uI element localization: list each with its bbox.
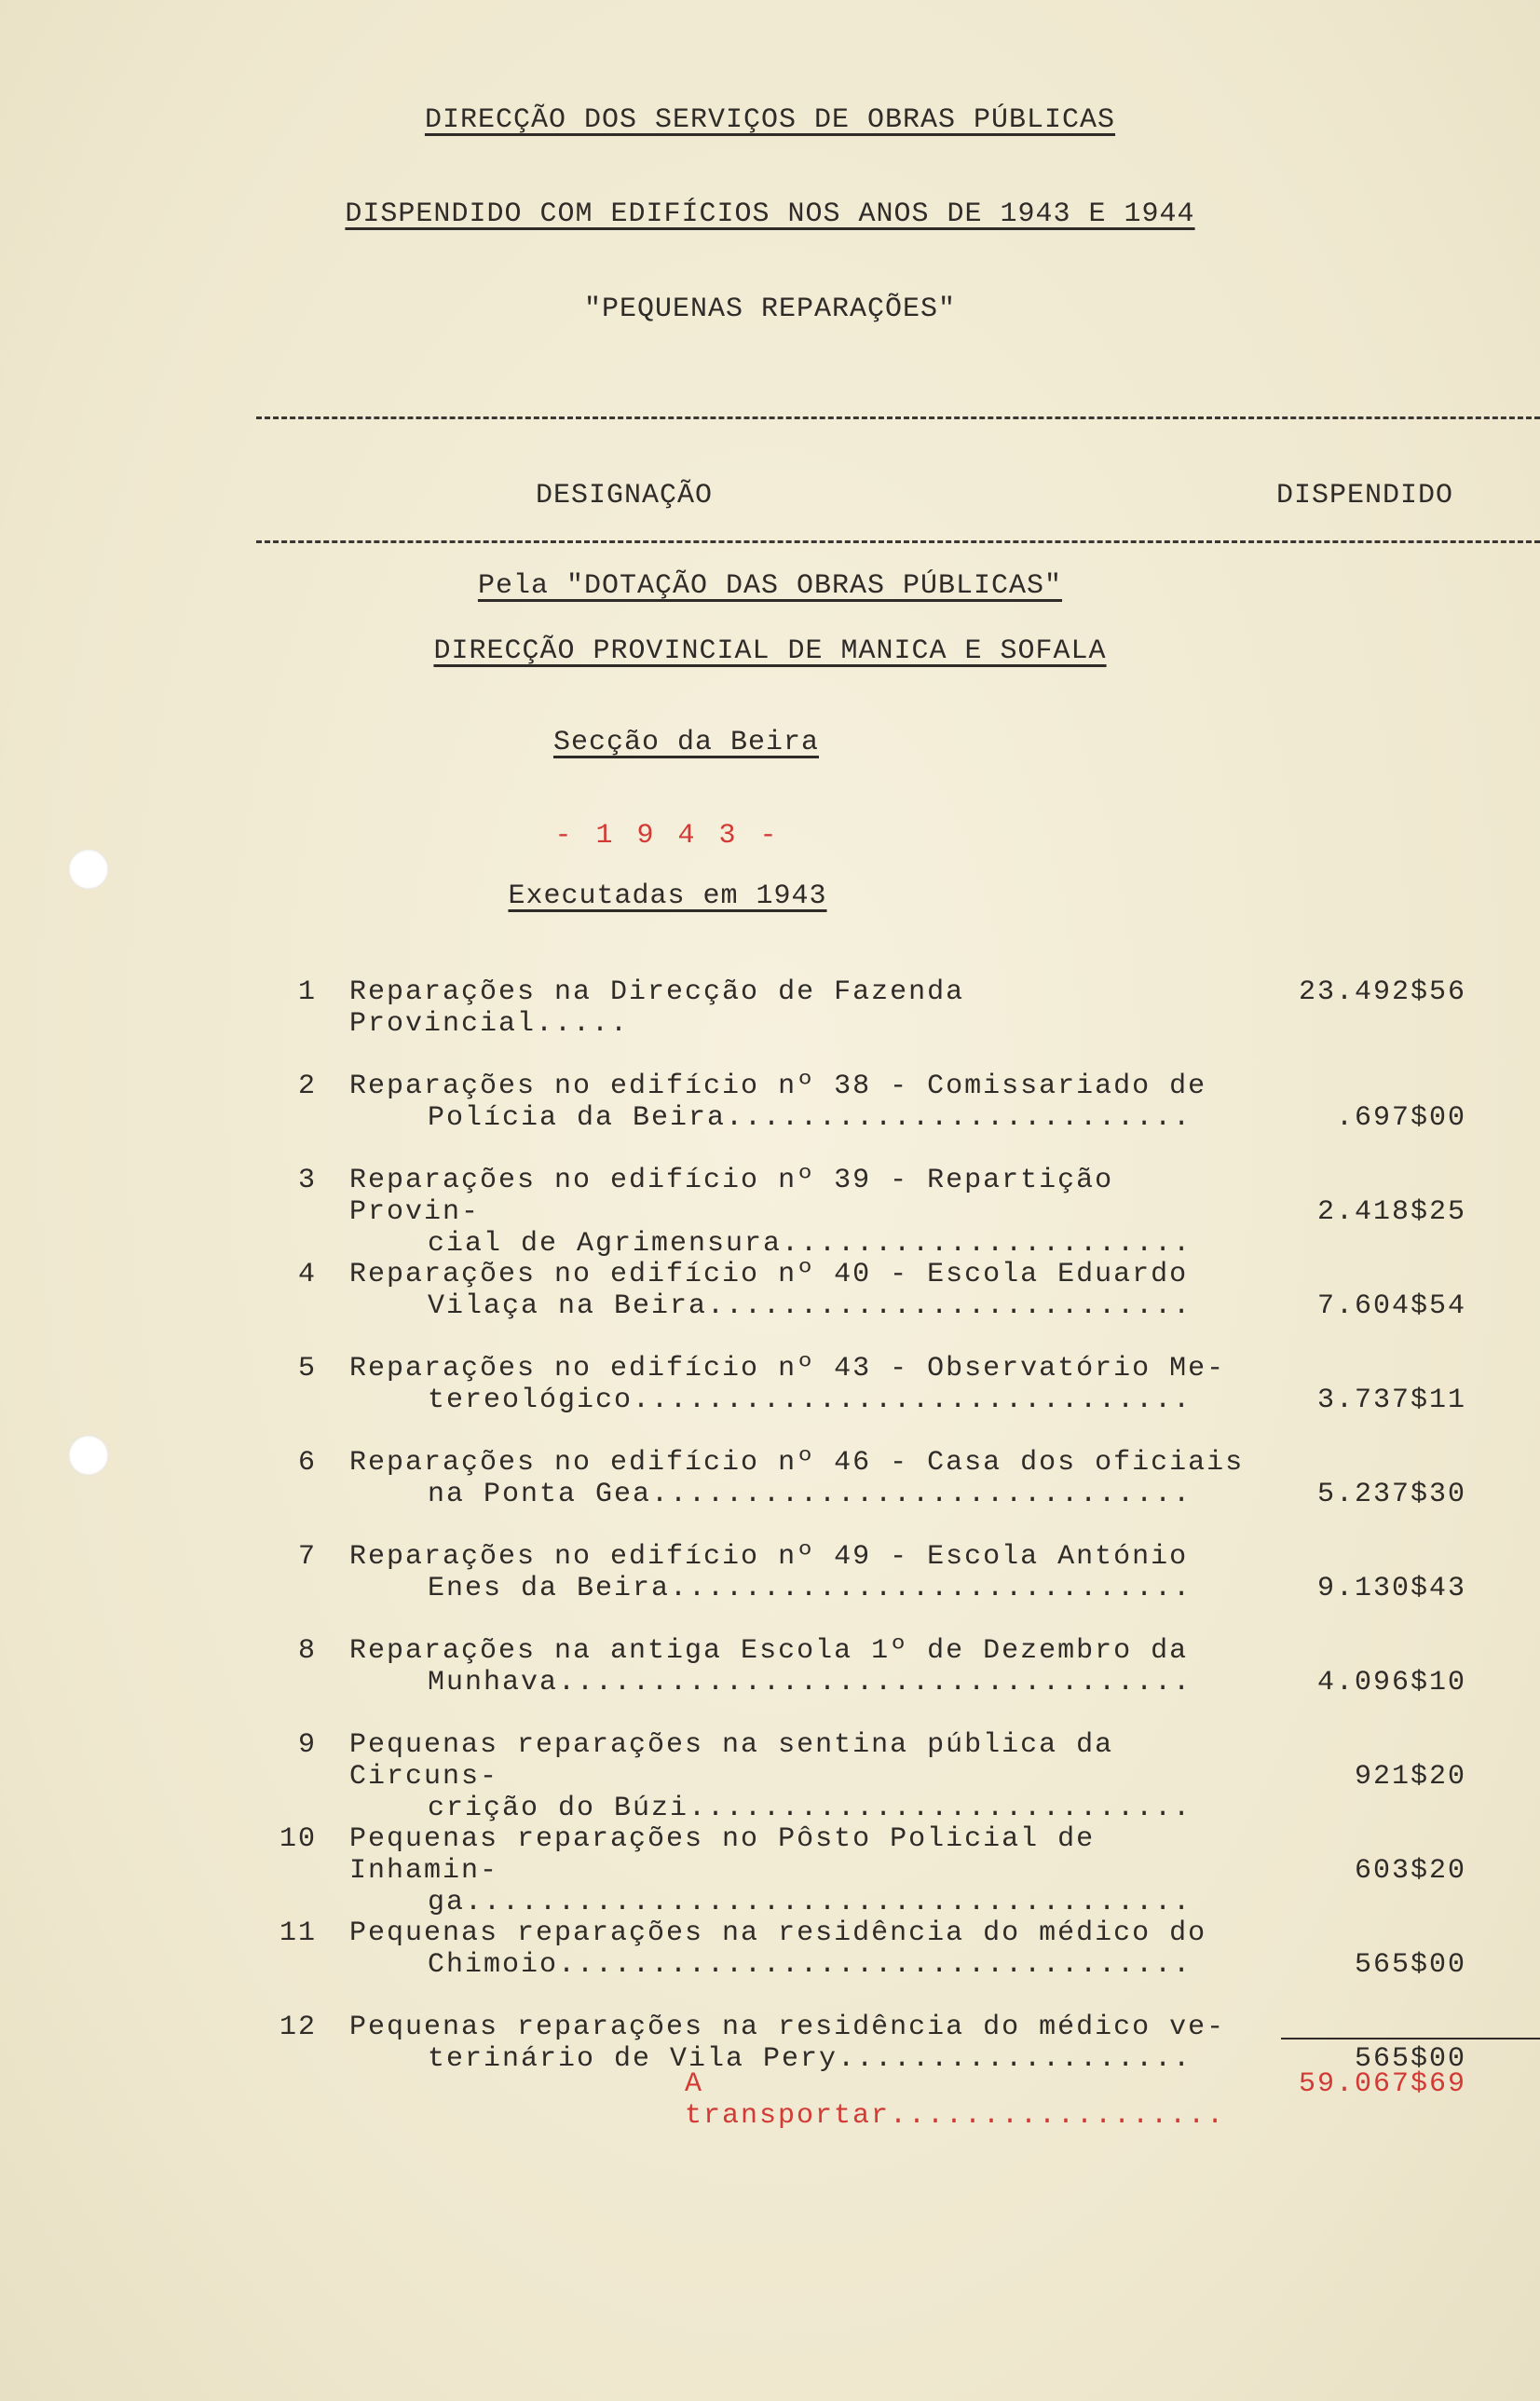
item-description-line2: na Ponta Gea............................. (428, 1479, 1192, 1510)
item-number: 12 (279, 2012, 318, 2043)
item-description (349, 1729, 1262, 1824)
item-description-line1: Reparações na antiga Escola 1º de Dezembro da (349, 1635, 1189, 1667)
directorate-heading: DIRECÇÃO PROVINCIAL DE MANICA E SOFALA (433, 635, 1107, 667)
item-amount: 7.604$54 (1316, 1290, 1466, 1322)
item-description-line1: Reparações na Direcção de Fazenda Provincial..... (349, 976, 965, 1040)
item-amount: 5.237$30 (1316, 1479, 1466, 1510)
item-description-line1: Reparações no edifício nº 40 - Escola Eduardo (349, 1259, 1189, 1290)
item-description-line2: tereológico.............................. (428, 1385, 1192, 1416)
item-description-line2: Polícia da Beira......................... (428, 1102, 1192, 1134)
item-number: 2 (297, 1071, 317, 1102)
item-description-line1: Pequenas reparações na residência do médico ve- (349, 2012, 1226, 2043)
item-number: 11 (279, 1917, 318, 1949)
item-description (349, 1635, 1262, 1698)
subtotal-rule (1281, 2038, 1540, 2039)
item-description-line2: terinário de Vila Pery................... (428, 2043, 1192, 2075)
item-number: 3 (297, 1165, 317, 1196)
item-description (349, 1917, 1262, 1981)
item-amount: 565$00 (1354, 1949, 1466, 1981)
item-amount: 4.096$10 (1316, 1667, 1466, 1698)
item-description-line1: Pequenas reparações no Pôsto Policial de Inhamin- (349, 1823, 1096, 1887)
item-number: 1 (297, 976, 317, 1008)
item-description-line1: Reparações no edifício nº 49 - Escola António (349, 1541, 1189, 1573)
item-amount: 9.130$43 (1316, 1573, 1466, 1604)
item-description (349, 1259, 1262, 1322)
item-number: 8 (297, 1635, 317, 1667)
item-description (349, 2012, 1262, 2075)
document-subtitle: DISPENDIDO COM EDIFÍCIOS NOS ANOS DE 1943 E 1944 (345, 198, 1195, 230)
item-number: 5 (297, 1353, 317, 1385)
item-number: 4 (297, 1259, 317, 1290)
item-description (349, 1447, 1262, 1510)
executed-heading: Executadas em 1943 (508, 880, 827, 912)
item-description-line2: Chimoio.................................. (428, 1949, 1192, 1981)
item-description-line1: Pequenas reparações na residência do médico do (349, 1917, 1207, 1949)
item-amount: 921$20 (1354, 1761, 1466, 1793)
item-description (349, 1353, 1262, 1416)
division-heading: Secção da Beira (552, 727, 820, 758)
item-amount: 3.737$11 (1316, 1385, 1466, 1416)
item-amount: 23.492$56 (1298, 976, 1466, 1008)
item-description-line1: Reparações no edifício nº 39 - Repartição Provin- (349, 1165, 1114, 1228)
item-amount: .697$00 (1335, 1102, 1466, 1134)
item-number: 6 (297, 1447, 317, 1479)
header-rule-top (256, 416, 1540, 419)
year-heading: - 1 9 4 3 - (554, 820, 781, 852)
item-description-line2: ga....................................... (428, 1887, 1192, 1918)
item-description (349, 1541, 1262, 1604)
total-amount: 59.067$69 (1298, 2068, 1466, 2100)
item-description-line1: Pequenas reparações na sentina pública da Circuns- (349, 1729, 1114, 1793)
item-number: 10 (279, 1823, 318, 1855)
column-header-spent: DISPENDIDO (1276, 480, 1454, 512)
column-header-designation: DESIGNAÇÃO (536, 480, 714, 512)
item-description (349, 1165, 1262, 1260)
header-rule-bottom (256, 540, 1540, 543)
item-number: 7 (297, 1541, 317, 1573)
item-description-line2: cial de Agrimensura...................... (428, 1228, 1192, 1260)
item-amount: 2.418$25 (1316, 1196, 1466, 1228)
item-description-line1: Reparações no edifício nº 46 - Casa dos oficiais (349, 1447, 1245, 1479)
item-description-line1: Reparações no edifício nº 38 - Comissariado de (349, 1071, 1207, 1102)
item-description-line2: Enes da Beira............................ (428, 1573, 1192, 1604)
item-description (349, 1071, 1262, 1134)
item-description-line2: Munhava.................................. (428, 1667, 1192, 1698)
item-description-line2: crição do Búzi........................... (428, 1793, 1192, 1824)
item-number: 9 (297, 1729, 317, 1761)
item-description (349, 1823, 1262, 1918)
punch-hole-bottom (68, 1435, 109, 1476)
document-category: "PEQUENAS REPARAÇÕES" (583, 293, 957, 325)
item-amount: 565$00 (1354, 2043, 1466, 2075)
document-title: DIRECÇÃO DOS SERVIÇOS DE OBRAS PÚBLICAS (424, 104, 1116, 136)
item-description-line1: Reparações no edifício nº 43 - Observatório Me- (349, 1353, 1226, 1385)
item-description (349, 976, 1262, 1040)
item-amount: 603$20 (1354, 1855, 1466, 1887)
total-label: A transportar.................. (685, 2068, 1226, 2132)
item-description-line2: Vilaça na Beira.......................... (428, 1290, 1192, 1322)
funding-heading: Pela "DOTAÇÃO DAS OBRAS PÚBLICAS" (477, 570, 1063, 602)
